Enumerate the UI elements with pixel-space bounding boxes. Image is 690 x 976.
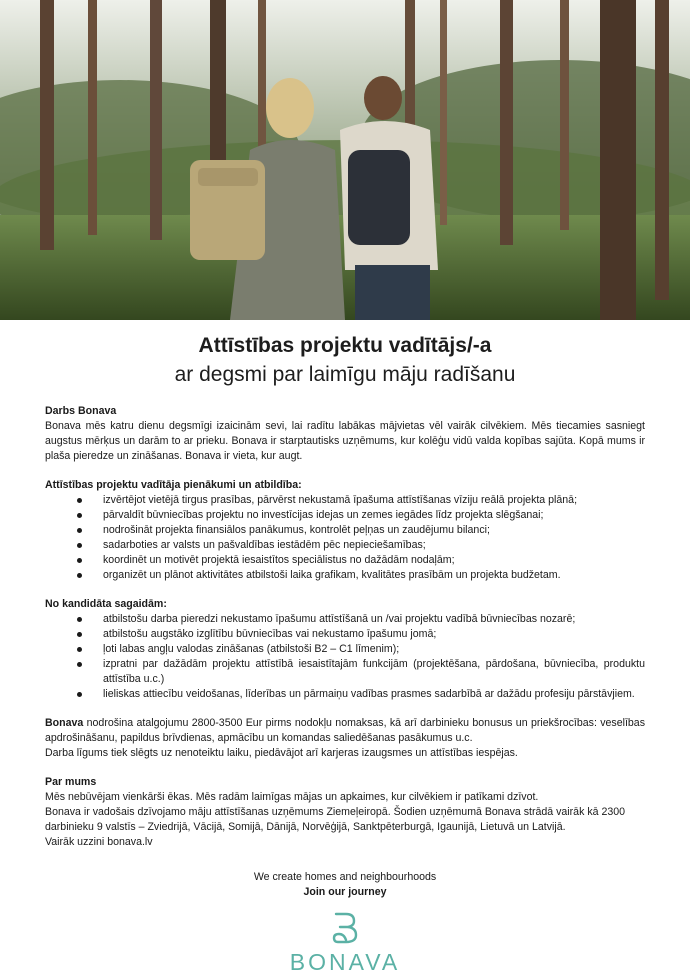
list-item: ļoti labas angļu valodas zināšanas (atbilstoši B2 – C1 līmenim); xyxy=(89,642,645,657)
intro-text: Bonava mēs katru dienu degsmīgi izaicinām sevi, lai radītu labākas mājvietas vēl vairāk cilvēkiem. Mēs tiecamies sasniegt augstus mērķus un darām to ar prieku. Bonava ir starptautisks uzņēmums, kur kolēģu vidū valda kopības sajūta. Kopā mums ir plaša pieredze un zināšanas. Bonava ir vieta, kur augt. xyxy=(45,420,645,462)
forest-couple-illustration xyxy=(0,0,690,320)
bonava-b-icon xyxy=(330,910,360,944)
requirements-heading: No kandidāta sagaidām: xyxy=(45,598,167,610)
join-our-journey: Join our journey xyxy=(303,886,387,898)
about-link-text: Vairāk uzzini bonava.lv xyxy=(45,836,153,848)
list-item: nodrošināt projekta finansiālos panākumus, kontrolēt peļņas un zaudējumu bilanci; xyxy=(89,523,645,538)
list-item: atbilstošu darba pieredzi nekustamo īpašumu attīstīšanā un /vai projektu vadībā būvniecības nozarē; xyxy=(89,612,645,627)
list-item: izvērtējot vietējā tirgus prasības, pārvērst nekustamā īpašuma attīstīšanas vīziju reālā projekta plānā; xyxy=(89,493,645,508)
duties-list xyxy=(45,493,645,583)
about-heading: Par mums xyxy=(45,776,97,788)
offer-brand: Bonava xyxy=(45,717,84,729)
list-item: koordinēt un motivēt projektā iesaistītos speciālistus no dažādām nodaļām; xyxy=(89,553,645,568)
offer-text-1: nodrošina atalgojumu 2800-3500 Eur pirms nodokļu nomaksas, kā arī darbinieku bonusus un priekšrocības: veselības apdrošināšanu, papildus brīvdienas, apmācību un komandas saliedēšanas pasākumus u.c. xyxy=(45,717,645,744)
list-item: pārvaldīt būvniecības projektu no investīcijas idejas un zemes iegādes līdz projekta slēgšanai; xyxy=(89,508,645,523)
list-item: lieliskas attiecību veidošanas, līderības un pārmaiņu vadības prasmes sadarbībā ar dažādu profesiju pārstāvjiem. xyxy=(89,687,645,702)
requirements-list xyxy=(45,612,645,702)
bonava-logo xyxy=(0,910,690,976)
job-subtitle: ar degsmi par laimīgu māju radīšanu xyxy=(174,363,516,386)
list-item: izpratni par dažādām projektu attīstībā iesaistītajām funkcijām (projektēšana, pārdošana, būvniecība, produktu attīstība u.c.) xyxy=(89,657,645,687)
list-item: organizēt un plānot aktivitātes atbilstoši laika grafikam, kvalitātes prasībām un projekta budžetam. xyxy=(89,568,645,583)
footer-tagline: We create homes and neighbourhoods xyxy=(253,871,437,883)
offer-text-2: Darba līgums tiek slēgts uz nenoteiktu laiku, piedāvājot arī karjeras izaugsmes un attīstības iespējas. xyxy=(45,747,518,759)
list-item: atbilstošu augstāko izglītību būvniecības vai nekustamo īpašumu jomā; xyxy=(89,627,645,642)
duties-heading: Attīstības projektu vadītāja pienākumi un atbildība: xyxy=(45,479,302,491)
intro-heading: Darbs Bonava xyxy=(45,405,117,417)
about-line-1: Mēs nebūvējam vienkārši ēkas. Mēs radām laimīgas mājas un apkaimes, kur cilvēkiem ir patīkami dzīvot. xyxy=(45,791,539,803)
job-title: Attīstības projektu vadītājs/-a xyxy=(198,334,492,357)
list-item: sadarboties ar valsts un pašvaldības iestādēm pēc nepieciešamības; xyxy=(89,538,645,553)
about-line-2: Bonava ir vadošais dzīvojamo māju attīstīšanas uzņēmums Ziemeļeiropā. Šodien uzņēmumā Bonava strādā vairāk kā 2300 darbinieku 9 valstīs – Zviedrijā, Vācijā, Somijā, Dānijā, Norvēģijā, Sanktpēterburgā, Igaunijā, Lietuvā un Latvijā. xyxy=(45,806,626,833)
bonava-logo-text: BONAVA xyxy=(289,949,401,975)
hero-photo xyxy=(0,0,690,320)
offer-text xyxy=(45,716,645,746)
